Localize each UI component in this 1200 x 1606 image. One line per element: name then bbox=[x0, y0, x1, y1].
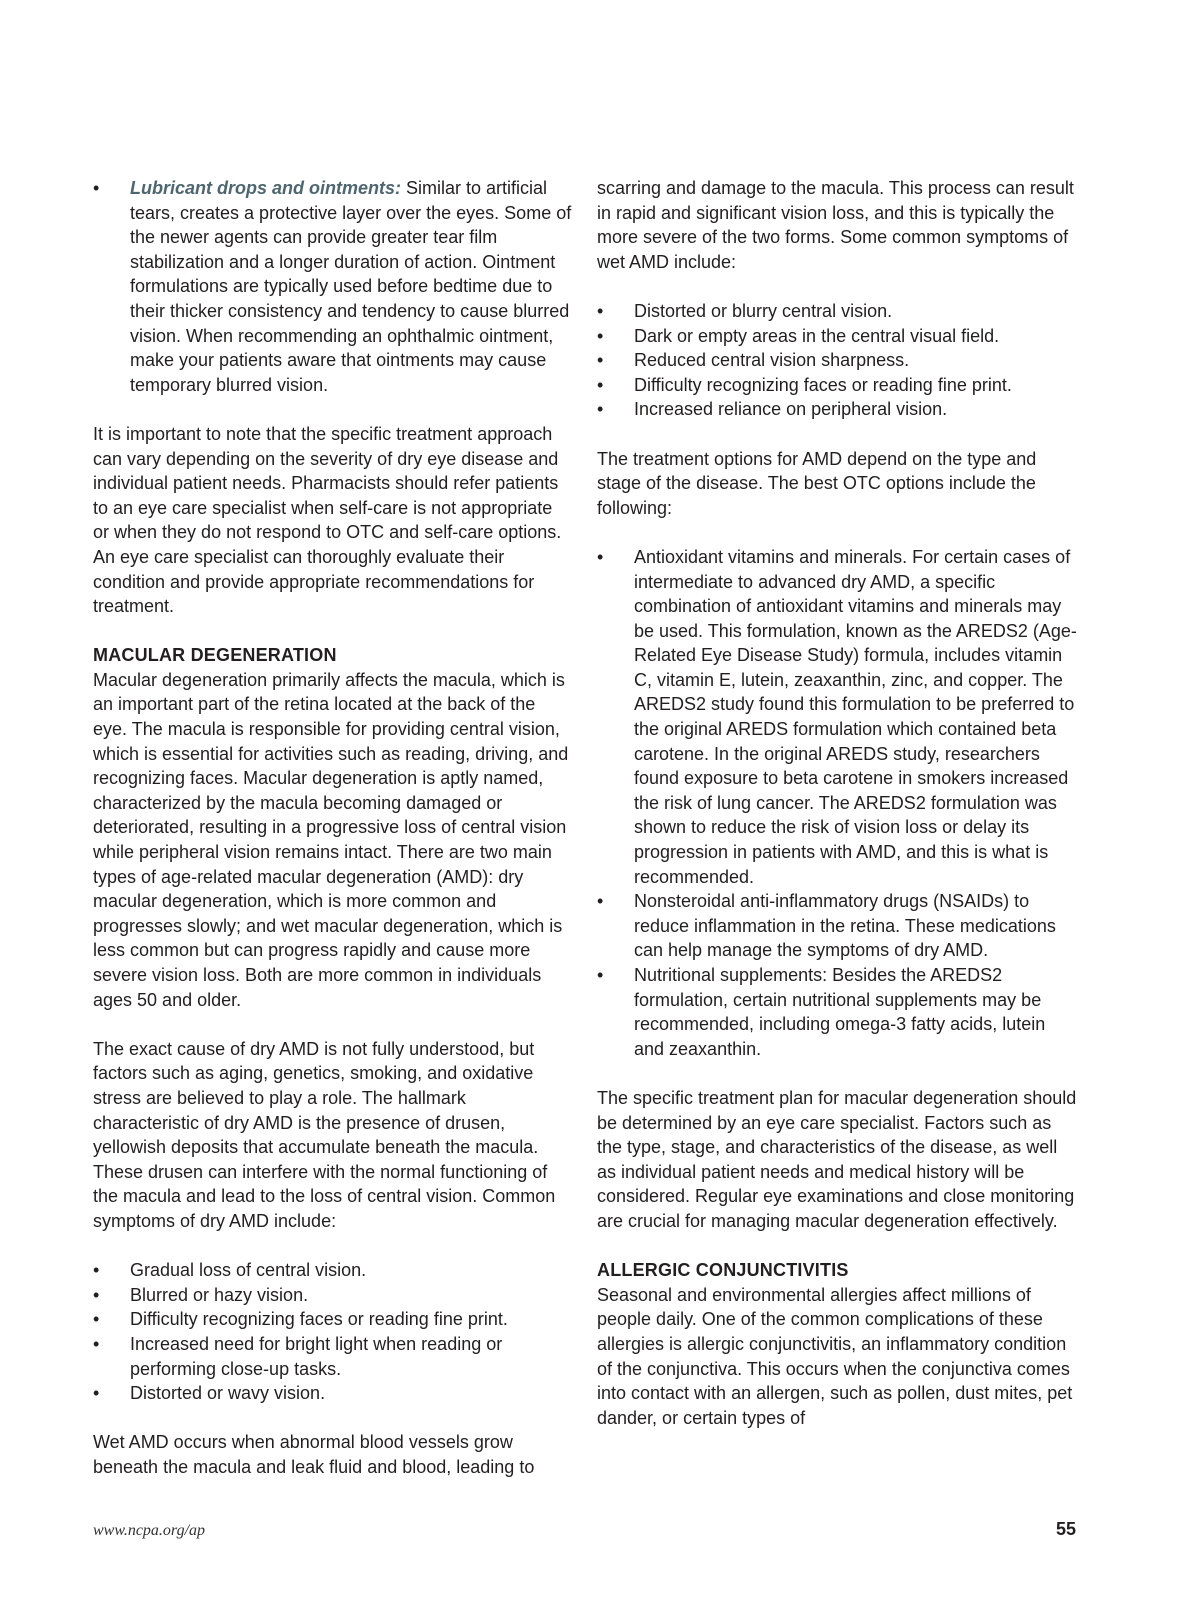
list-item: • Distorted or wavy vision. bbox=[93, 1381, 573, 1406]
list-item: • Dark or empty areas in the central visual field. bbox=[597, 324, 1077, 349]
list-item: • Nonsteroidal anti-inflammatory drugs (NSAIDs) to reduce inflammation in the retina. These medications can help manage the symptoms of dry AMD. bbox=[597, 889, 1077, 963]
otc-options-list bbox=[597, 545, 1077, 1061]
bullet-lead-term: Lubricant drops and ointments: bbox=[130, 178, 402, 198]
dry-amd-paragraph: The exact cause of dry AMD is not fully understood, but factors such as aging, genetics, smoking, and oxidative stress are believed to play a role. The hallmark characteristic of dry AMD is the presence of drusen, yellowish deposits that accumulate beneath the macula. These drusen can interfere with the normal functioning of the macula and lead to the loss of central vision. Common symptoms of dry AMD include: bbox=[93, 1038, 556, 1231]
treatment-plan-paragraph: The specific treatment plan for macular degeneration should be determined by an eye care specialist. Factors such as the type, stage, and characteristics of the disease, as well as individual patient needs and medical history will be considered. Regular eye examinations and close monitoring are crucial for managing macular degeneration effectively. bbox=[597, 1087, 1077, 1231]
list-item: • Gradual loss of central vision. bbox=[93, 1258, 573, 1283]
list-item: • Difficulty recognizing faces or reading fine print. bbox=[597, 373, 1077, 398]
treatment-options-paragraph: The treatment options for AMD depend on the type and stage of the disease. The best OTC options include the following: bbox=[597, 448, 1037, 518]
allergic-intro-paragraph: Seasonal and environmental allergies affect millions of people daily. One of the common complications of these allergies is allergic conjunctivitis, an inflammatory condition of the conjunctiva. This occurs when the conjunctiva comes into contact with an allergen, such as pollen, dust mites, pet dander, or certain types of bbox=[597, 1284, 1073, 1428]
page-number: 55 bbox=[1055, 1519, 1076, 1539]
wet-amd-symptoms-list bbox=[597, 299, 1077, 422]
right-column bbox=[597, 176, 1077, 1455]
allergic-conjunctivitis-heading: ALLERGIC CONJUNCTIVITIS bbox=[597, 1260, 849, 1281]
list-item: • Antioxidant vitamins and minerals. For certain cases of intermediate to advanced dry AMD, a specific combination of antioxidant vitamins and minerals may be used. This formulation, known as the AREDS2 (Age-Related Eye Disease Study) formula, includes vitamin C, vitamin E, lutein, zeaxanthin, zinc, and copper. The AREDS2 study found this formulation to be preferred to the original AREDS formulation which contained beta carotene. In the original AREDS study, researchers found exposure to beta carotene in smokers increased the risk of lung cancer. The AREDS2 formulation was shown to reduce the risk of vision loss or delay its progression in patients with AMD, and this is what is recommended. bbox=[597, 545, 1077, 889]
lubricant-bullet-list bbox=[93, 176, 573, 397]
left-column bbox=[93, 176, 573, 1504]
list-item: • Blurred or hazy vision. bbox=[93, 1283, 573, 1308]
list-item: • Reduced central vision sharpness. bbox=[597, 348, 1077, 373]
list-item bbox=[93, 176, 573, 397]
dry-amd-symptoms-list bbox=[93, 1258, 573, 1406]
macular-intro-paragraph: Macular degeneration primarily affects the macula, which is an important part of the retina located at the back of the eye. The macula is responsible for providing central vision, which is essential for activities such as reading, driving, and recognizing faces. Macular degeneration is aptly named, characterized by the macula becoming damaged or deteriorated, resulting in a progressive loss of central vision while peripheral vision remains intact. There are two main types of age-related macular degeneration (AMD): dry macular degeneration, which is more common and progresses slowly; and wet macular degeneration, which is less common but can progress rapidly and cause more severe vision loss. Both are more common in individuals ages 50 and older. bbox=[93, 669, 569, 1010]
footer-url: www.ncpa.org/ap bbox=[93, 1522, 206, 1539]
wet-amd-paragraph: Wet AMD occurs when abnormal blood vessels grow beneath the macula and leak fluid and blood, leading to bbox=[93, 1432, 535, 1477]
bullet-text: Similar to artificial tears, creates a protective layer over the eyes. Some of the newer agents can provide greater tear film stabilization and a longer duration of action. Ointment formulations are typically used before bedtime due to their thicker consistency and tendency to cause blurred vision. When recommending an ophthalmic ointment, make your patients aware that ointments may cause temporary blurred vision. bbox=[130, 178, 572, 395]
list-item: • Increased need for bright light when reading or performing close-up tasks. bbox=[93, 1332, 573, 1381]
list-item: • Difficulty recognizing faces or reading fine print. bbox=[93, 1307, 573, 1332]
macular-degeneration-heading: MACULAR DEGENERATION bbox=[93, 645, 337, 666]
wet-amd-continued-paragraph: scarring and damage to the macula. This process can result in rapid and significant vision loss, and this is typically the more severe of the two forms. Some common symptoms of wet AMD include: bbox=[597, 178, 1074, 272]
treatment-approach-paragraph: It is important to note that the specific treatment approach can vary depending on the severity of dry eye disease and individual patient needs. Pharmacists should refer patients to an eye care specialist when self-care is not appropriate or when they do not respond to OTC and self-care options. An eye care specialist can thoroughly evaluate their condition and provide appropriate recommendations for treatment. bbox=[93, 423, 562, 617]
list-item: • Increased reliance on peripheral vision. bbox=[597, 397, 1077, 422]
list-item: • Nutritional supplements: Besides the AREDS2 formulation, certain nutritional supplements may be recommended, including omega-3 fatty acids, lutein and zeaxanthin. bbox=[597, 963, 1077, 1061]
list-item: • Distorted or blurry central vision. bbox=[597, 299, 1077, 324]
